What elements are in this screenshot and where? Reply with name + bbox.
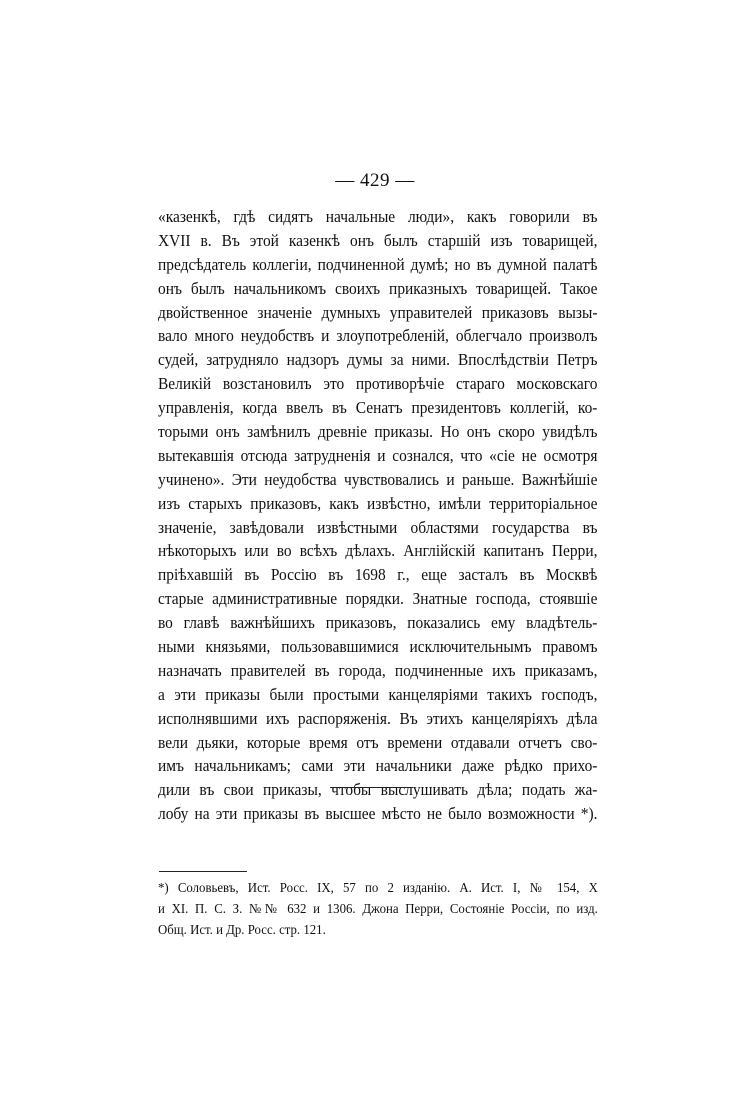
text-line: вытекавшія отсюда затрудненія и сознался, что «сіе не осмотря (158, 445, 598, 465)
text-line: ными князьями, пользовавшимися исключительнымъ правомъ (158, 637, 598, 657)
text-line: Великій возстановилъ это противорѣчіе стараго московскаго (158, 374, 598, 394)
text-line: лобу на эти приказы въ высшее мѣсто не было возможности *). (158, 804, 598, 824)
body-paragraph (158, 205, 598, 826)
text-line: вели дьяки, которые время отъ времени отдавали отчетъ сво- (158, 732, 598, 752)
text-line: во главѣ важнѣйшихъ приказовъ, показались ему владѣтель- (158, 613, 598, 633)
text-line: торыми онъ замѣнилъ древніе приказы. Но онъ скоро увидѣлъ (158, 422, 598, 442)
footnote-line: *) Соловьевъ, Ист. Росс. IX, 57 по 2 изданію. А. Ист. I, № 154, X (158, 880, 598, 895)
footnote-line: Общ. Ист. и Др. Росс. стр. 121. (158, 922, 326, 937)
text-line: назначать правителей въ города, подчиненные ихъ приказамъ, (158, 660, 598, 680)
text-line: исполнявшими ихъ распоряженія. Въ этихъ канцеляріяхъ дѣла (158, 708, 598, 728)
text-line: а эти приказы были простыми канцеляріями такихъ господъ, (158, 684, 598, 704)
text-line: пріѣхавшій въ Россію въ 1698 г., еще засталъ въ Москвѣ (158, 565, 598, 585)
section-divider (330, 787, 413, 788)
page-number: — 429 — (335, 170, 415, 191)
text-line: значеніе, завѣдовали извѣстными областями государства въ (158, 517, 598, 537)
text-line: судей, затрудняло надзоръ думы за ними. Впослѣдствіи Петръ (158, 350, 598, 370)
text-line: «казенкѣ, гдѣ сидятъ начальные люди», какъ говорили въ (158, 207, 598, 226)
text-line: предсѣдатель коллегіи, подчиненной думѣ; но въ думной палатѣ (158, 254, 598, 274)
text-line: онъ былъ начальникомъ своихъ приказныхъ товарищей. Такое (158, 278, 598, 298)
footnote (158, 877, 598, 940)
text-line: учинено». Эти неудобства чувствовались и раньше. Важнѣйшіе (158, 469, 598, 489)
text-line: изъ старыхъ приказовъ, какъ извѣстно, имѣли территоріальное (158, 493, 598, 513)
text-line: имъ начальникамъ; сами эти начальники даже рѣдко прихо- (158, 756, 598, 776)
text-line: дили въ свои приказы, чтобы выслушивать дѣла; подать жа- (158, 780, 598, 800)
text-line: XVII в. Въ этой казенкѣ онъ былъ старшій изъ товарищей, (158, 230, 598, 250)
footnote-divider (159, 871, 247, 872)
text-line: двойственное значеніе думныхъ управителей приказовъ вызы- (158, 302, 598, 322)
footnote-line: и XI. П. С. З. №№ 632 и 1306. Джона Перри, Состояніе Россіи, по изд. (158, 901, 598, 916)
text-line: вало много неудобствъ и злоупотребленій, облегчало произволъ (158, 326, 598, 346)
text-line: нѣкоторыхъ или во всѣхъ дѣлахъ. Англійскій капитанъ Перри, (158, 541, 598, 561)
text-line: старые административные порядки. Знатные господа, стоявшіе (158, 589, 598, 609)
text-line: управленія, когда ввелъ въ Сенатъ президентовъ коллегій, ко- (158, 398, 598, 418)
